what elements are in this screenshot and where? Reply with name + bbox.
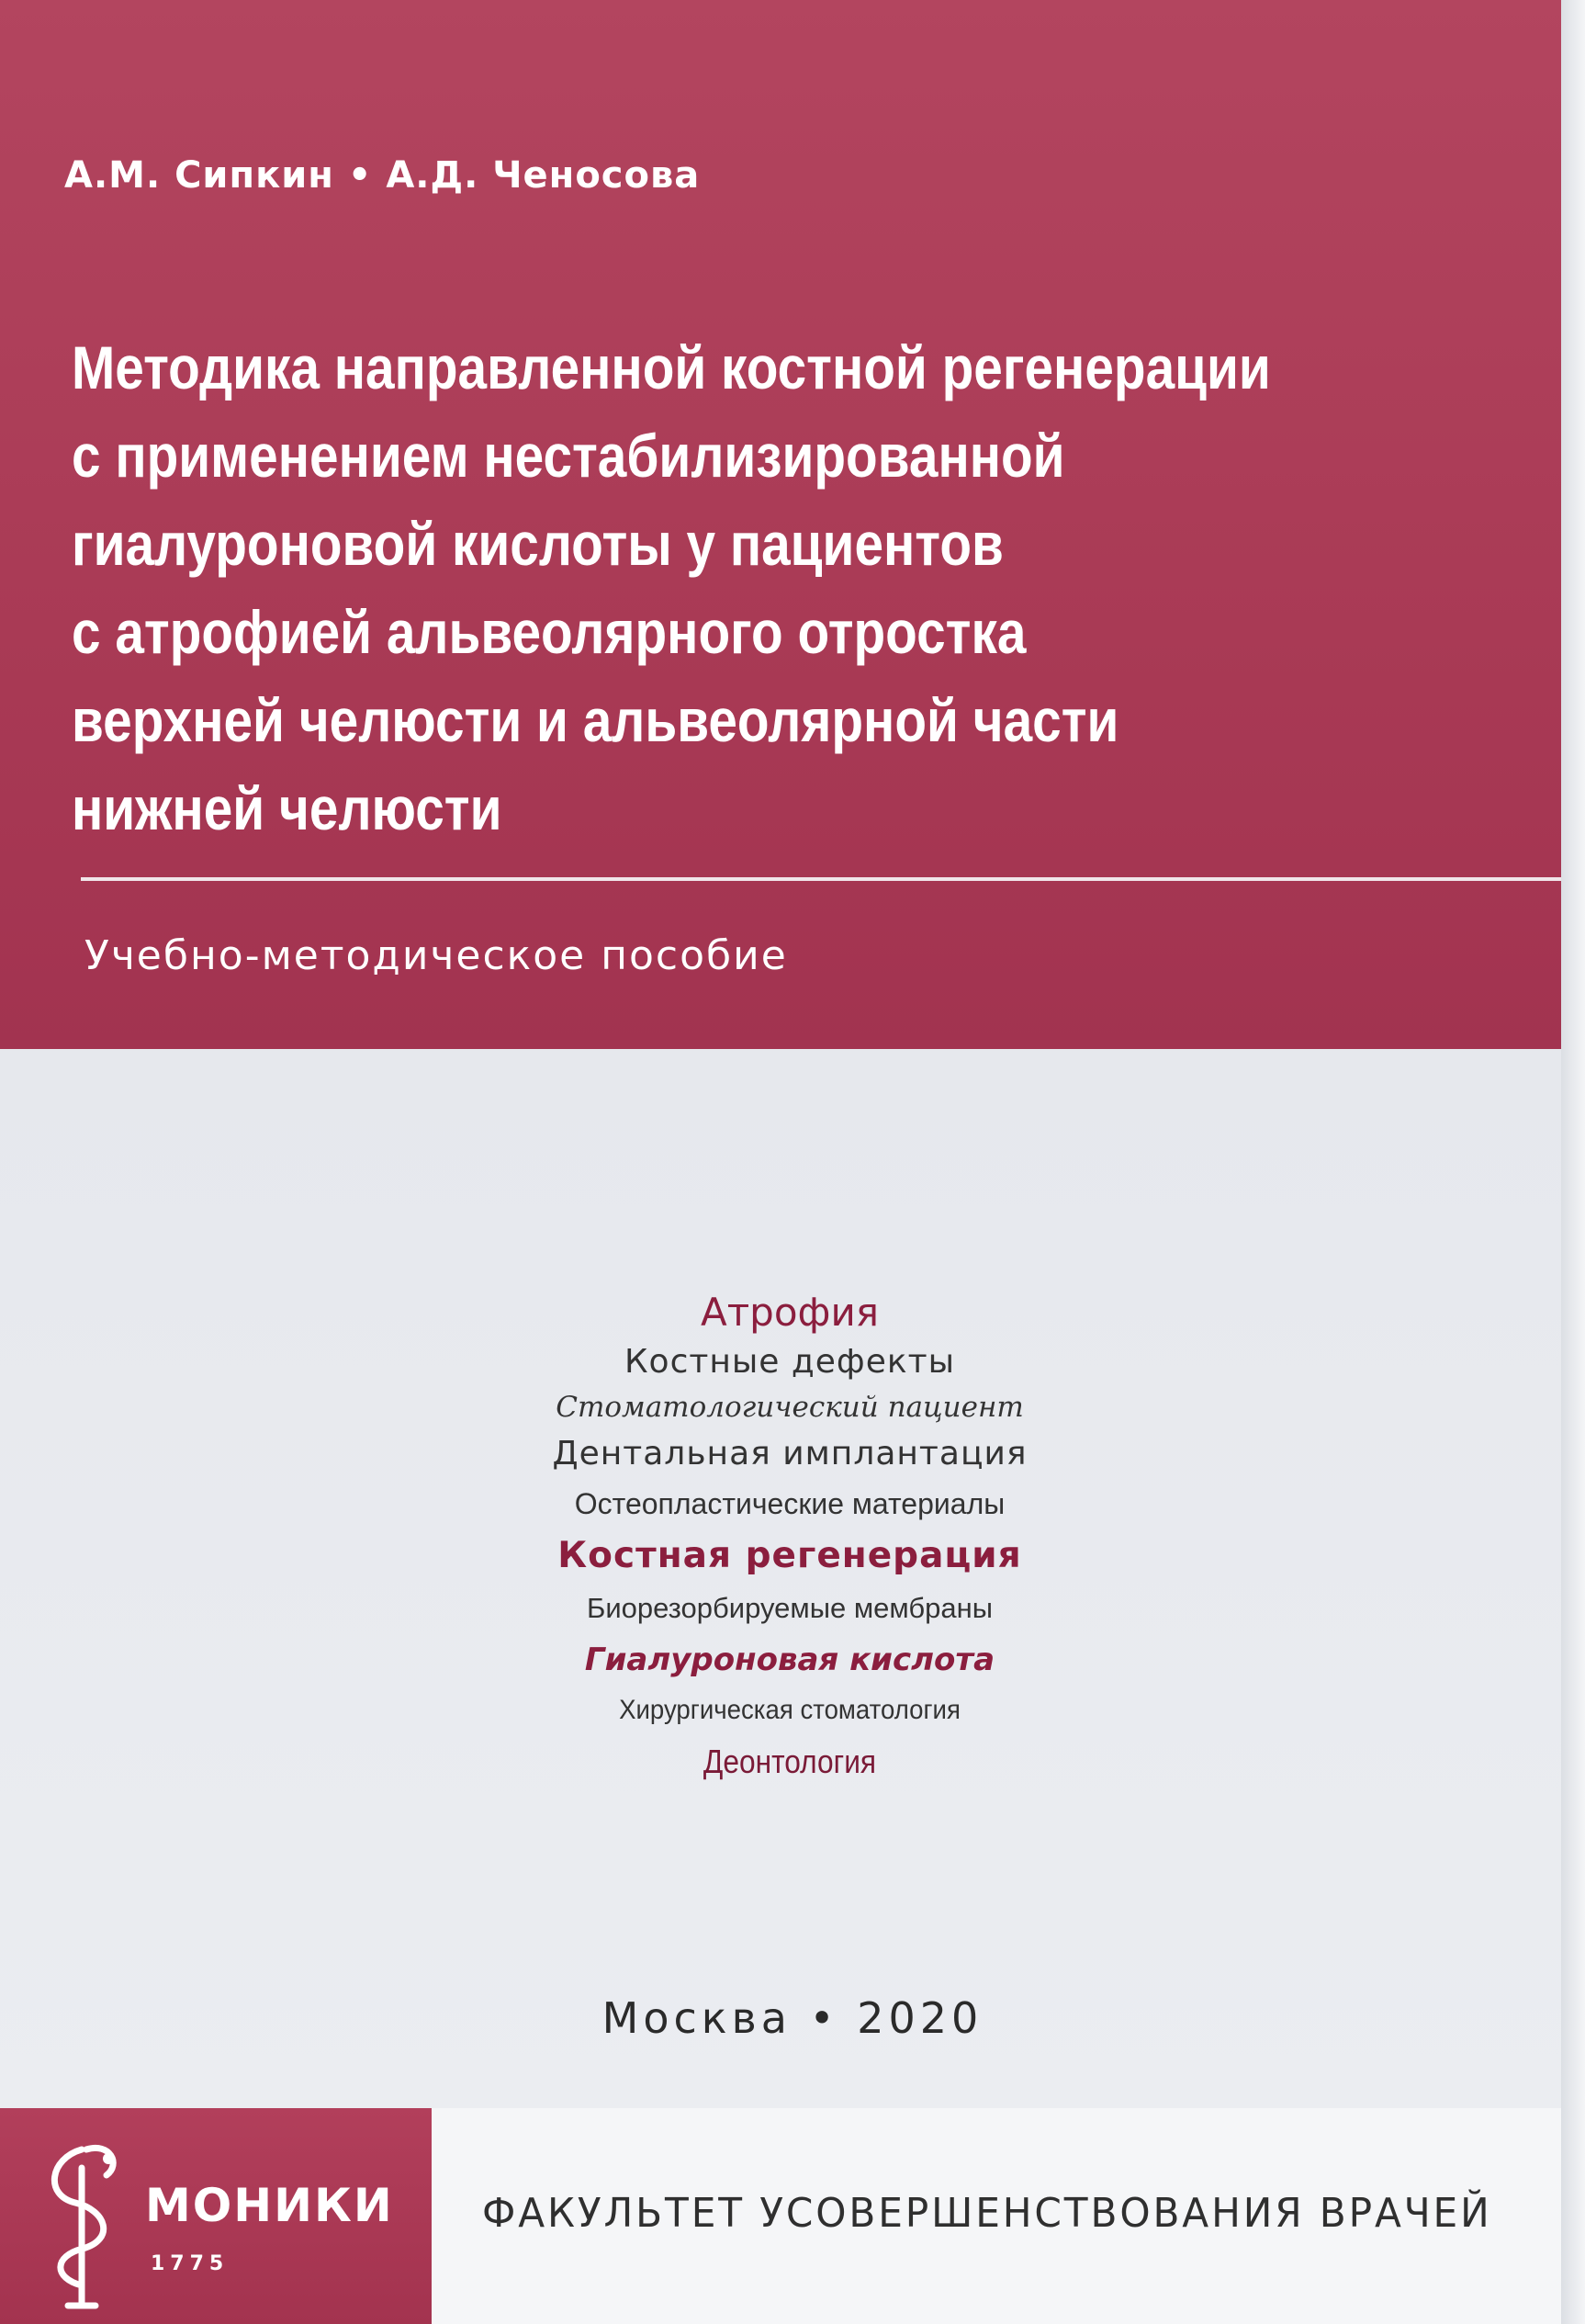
- authors: А.М. Сипкин • А.Д. Ченосова: [64, 154, 701, 197]
- caduceus-serpent-icon: [31, 2131, 132, 2315]
- keyword-item: Гиалуроновая кислота: [584, 1641, 995, 1678]
- title-line: верхней челюсти и альвеолярной части: [72, 686, 1119, 754]
- keyword-item: Стоматологический пациент: [556, 1391, 1024, 1424]
- keyword-item: Дентальная имплантация: [552, 1435, 1028, 1472]
- keyword-item: Остеопластические материалы: [574, 1487, 1006, 1520]
- book-title: [72, 323, 1304, 852]
- title-line: Методика направленной костной регенерации: [72, 333, 1271, 401]
- keyword-item: Деонтология: [703, 1743, 877, 1780]
- title-line: с атрофией альвеолярного отростка: [72, 598, 1027, 666]
- keyword-item: Костная регенерация: [557, 1535, 1022, 1576]
- keyword-item: Костные дефекты: [624, 1343, 955, 1381]
- book-subtitle: Учебно-методическое пособие: [84, 932, 788, 979]
- publisher-name: МОНИКИ: [145, 2179, 394, 2232]
- publisher-year: 1775: [151, 2252, 230, 2275]
- title-line: гиалуроновой кислоты у пациентов: [72, 510, 1004, 578]
- title-line: нижней челюсти: [72, 774, 502, 842]
- faculty-name: ФАКУЛЬТЕТ УСОВЕРШЕНСТВОВАНИЯ ВРАЧЕЙ: [482, 2190, 1492, 2237]
- title-line: с применением нестабилизированной: [72, 422, 1065, 490]
- page-edge: [1561, 0, 1585, 2324]
- title-divider: [81, 877, 1561, 881]
- keyword-item: Атрофия: [700, 1290, 880, 1335]
- publication-place-year: Москва • 2020: [601, 1993, 984, 2043]
- keyword-item: Хирургическая стоматология: [619, 1695, 961, 1725]
- keyword-item: Биорезорбируемые мембраны: [586, 1592, 993, 1624]
- keyword-list: [275, 1286, 1304, 1789]
